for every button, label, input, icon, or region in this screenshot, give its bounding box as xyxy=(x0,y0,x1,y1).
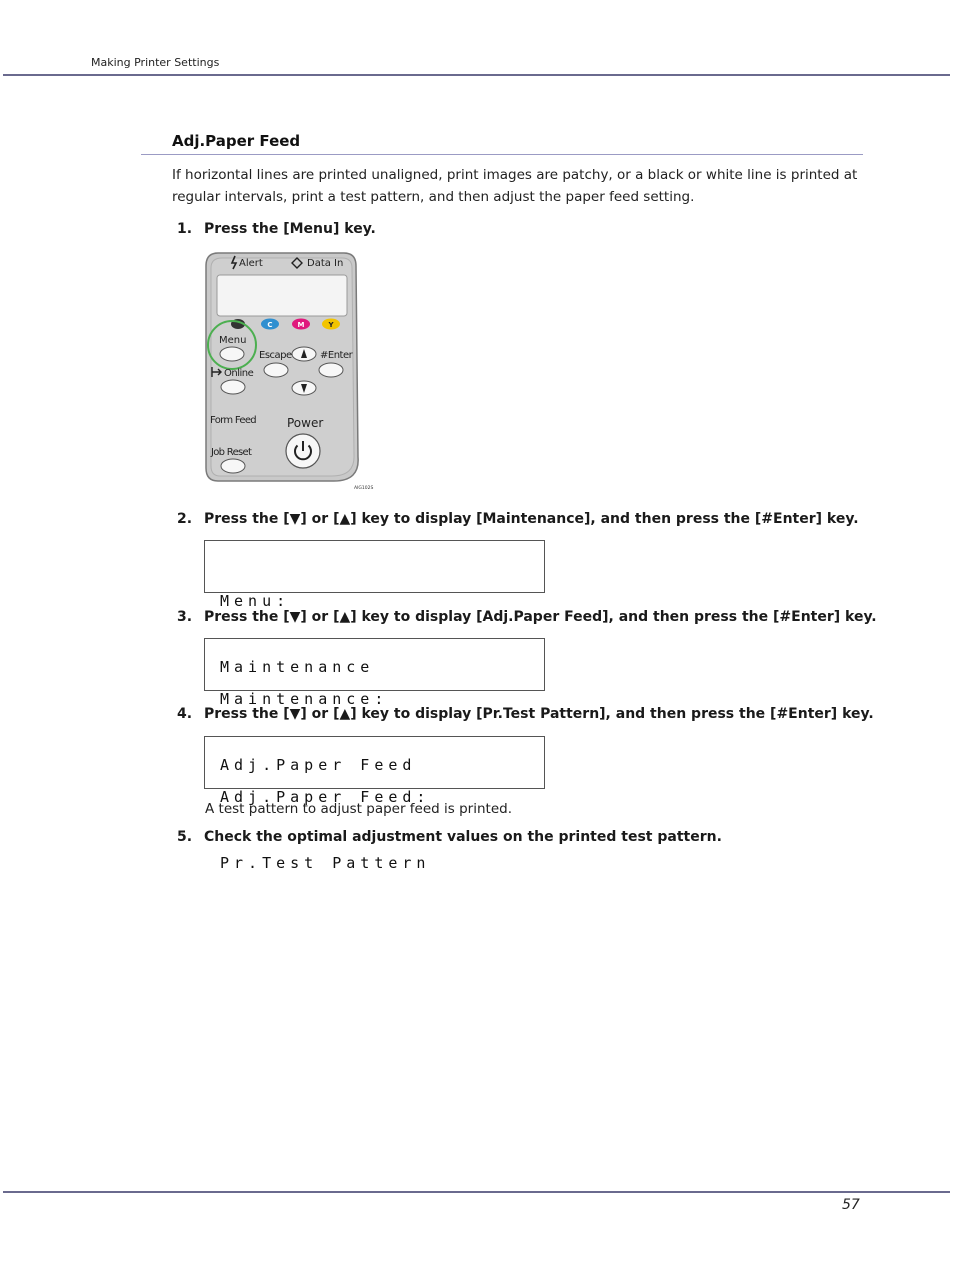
header-rule xyxy=(3,74,950,76)
step-number: 5. xyxy=(177,829,193,845)
online-label: Online xyxy=(224,368,254,379)
running-header: Making Printer Settings xyxy=(91,56,220,69)
step-text: Check the optimal adjustment values on the printed test pattern. xyxy=(204,829,722,845)
lcd-line-1: Menu: xyxy=(220,592,291,610)
intro-paragraph: If horizontal lines are printed unaligned, print images are patchy, or a black or white line is printed at regular intervals, print a test pattern, and then adjust the paper feed setting. xyxy=(172,167,858,205)
job-reset-label: Job Reset xyxy=(211,447,252,458)
operation-panel-svg xyxy=(204,252,389,492)
escape-key xyxy=(264,363,288,377)
enter-key xyxy=(319,363,343,377)
figure-code: AIG102S xyxy=(354,486,374,491)
step-2 xyxy=(177,511,859,527)
lcd-line-2: Maintenance xyxy=(220,658,375,676)
page-number: 57 xyxy=(842,1197,860,1213)
job-reset-key xyxy=(221,459,245,473)
online-key xyxy=(221,380,245,394)
toner-m-label: M xyxy=(297,321,305,329)
step-4-note: A test pattern to adjust paper feed is printed. xyxy=(205,801,512,817)
toner-c-label: C xyxy=(267,321,273,329)
step-number: 2. xyxy=(177,511,193,527)
menu-label: Menu xyxy=(219,335,247,346)
toner-y-label: Y xyxy=(328,321,334,329)
power-label: Power xyxy=(287,416,324,430)
data-in-label: Data In xyxy=(307,258,344,269)
step-number: 1. xyxy=(177,221,193,237)
step-text: Press the [▼] or [▲] key to display [Adj.Paper Feed], and then press the [#Enter] key. xyxy=(204,609,877,625)
step-text: Press the [Menu] key. xyxy=(204,221,376,237)
lcd-line-1: Maintenance: xyxy=(220,690,389,708)
form-feed-label: Form Feed xyxy=(210,415,256,426)
step-number: 3. xyxy=(177,609,193,625)
lcd-line-1: Adj.Paper Feed: xyxy=(220,788,431,806)
operation-panel-illustration xyxy=(204,252,389,496)
footer-rule xyxy=(3,1191,950,1193)
section-title: Adj.Paper Feed xyxy=(172,132,301,150)
step-text: Press the [▼] or [▲] key to display [Pr.Test Pattern], and then press the [#Enter] key. xyxy=(204,706,874,722)
menu-key xyxy=(220,347,244,361)
panel-display xyxy=(217,275,347,316)
lcd-line-2: Pr.Test Pattern xyxy=(220,854,431,872)
section-rule xyxy=(141,154,863,155)
step-3 xyxy=(177,609,877,625)
step-number: 4. xyxy=(177,706,193,722)
step-5 xyxy=(177,829,722,845)
enter-label: #Enter xyxy=(320,350,353,361)
alert-label: Alert xyxy=(239,258,263,269)
step-1 xyxy=(177,221,376,237)
step-text: Press the [▼] or [▲] key to display [Maintenance], and then press the [#Enter] key. xyxy=(204,511,859,527)
escape-label: Escape xyxy=(259,350,292,361)
step-4 xyxy=(177,706,874,722)
lcd-line-2: Adj.Paper Feed xyxy=(220,756,417,774)
